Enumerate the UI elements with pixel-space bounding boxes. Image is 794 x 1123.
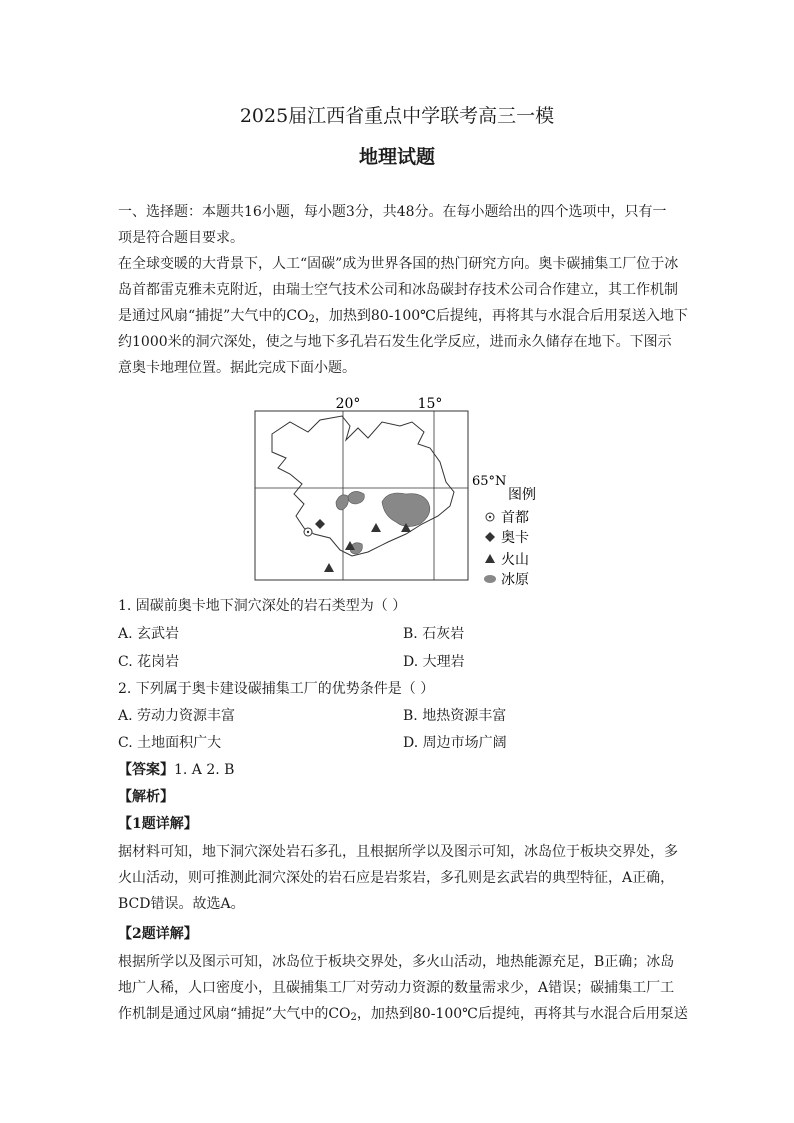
- material-line: 是通过风扇“捕捉”大气中的$CO_2$，加热到80-100℃后提纯，再将其与水混合后用泵送入地下: [118, 308, 688, 325]
- diamond-icon: [485, 532, 495, 542]
- material-line: 岛首都雷克雅未克附近，由瑞士空气技术公司和冰岛碳封存技术公司合作建立，其工作机制: [118, 282, 678, 298]
- question-stem: 1. 固碳前奥卡地下洞穴深处的岩石类型为（ ）: [118, 598, 407, 614]
- option-c: C. 花岗岩: [118, 654, 180, 670]
- lat-label: 65°N: [472, 474, 507, 489]
- legend-label: 首都: [501, 510, 529, 526]
- explanation-line: 据材料可知，地下洞穴深处岩石多孔，且根据所学以及图示可知，冰岛位于板块交界处，多: [118, 844, 678, 860]
- q1-detail-label: 【1题详解】: [118, 816, 198, 832]
- section-line: 一、选择题：本题共16小题，每小题3分，共48分。在每小题给出的四个选项中，只有一: [118, 204, 667, 220]
- iceland-map: [250, 392, 550, 587]
- explanation-line: 火山活动，则可推测此洞穴深处的岩石应是岩浆岩，多孔则是玄武岩的典型特征，A正确，: [118, 870, 675, 886]
- material-line: 意奥卡地理位置。据此完成下面小题。: [118, 360, 356, 376]
- lon-label-left: 20°: [335, 396, 361, 412]
- option-a: A. 玄武岩: [118, 626, 180, 642]
- section-line: 项是符合题目要求。: [118, 230, 244, 246]
- q2-explanation: [118, 949, 688, 1027]
- legend-label: 冰原: [501, 572, 529, 587]
- answer-line: 【答案】1. A 2. B: [118, 762, 235, 778]
- option-d: D. 大理岩: [403, 654, 465, 670]
- explanation-line: 作机制是通过风扇“捕捉”大气中的$CO_2$，加热到80-100℃后提纯，再将其与水混合后用泵送: [118, 1006, 688, 1023]
- legend-title: 图例: [508, 487, 536, 503]
- q1-explanation: [118, 839, 678, 917]
- section-instructions: [118, 199, 688, 381]
- analysis-label: 【解析】: [118, 789, 174, 805]
- capital-icon-dot: [489, 516, 491, 518]
- option-b: B. 地热资源丰富: [403, 708, 507, 724]
- legend-label: 奥卡: [501, 530, 529, 546]
- explanation-line: 根据所学以及图示可知，冰岛位于板块交界处，多火山活动，地热能源充足，B正确；冰岛: [118, 954, 675, 970]
- lon-label-right: 15°: [417, 396, 443, 412]
- option-d: D. 周边市场广阔: [403, 735, 507, 751]
- material-line: 在全球变暖的大背景下，人工“固碳”成为世界各国的热门研究方向。奥卡碳捕集工厂位于冰: [118, 256, 679, 272]
- legend-label: 火山: [501, 552, 529, 568]
- triangle-icon: [485, 554, 495, 563]
- explanation-line: 地广人稀，人口密度小，且碳捕集工厂对劳动力资源的数量需求少，A错误；碳捕集工厂工: [118, 980, 675, 996]
- exam-subtitle: 地理试题: [358, 146, 435, 168]
- option-c: C. 土地面积广大: [118, 735, 222, 751]
- option-a: A. 劳动力资源丰富: [118, 708, 236, 724]
- q2-detail-label: 【2题详解】: [118, 926, 198, 942]
- exam-title: 2025届江西省重点中学联考高三一模: [239, 105, 555, 127]
- ellipse-icon: [484, 575, 496, 583]
- capital-marker-dot: [307, 531, 309, 533]
- explanation-line: BCD错误。故选A。: [118, 896, 245, 912]
- question-stem: 2. 下列属于奥卡建设碳捕集工厂的优势条件是（ ）: [118, 681, 435, 697]
- material-line: 约1000米的洞穴深处，使之与地下多孔岩石发生化学反应，进而永久储存在地下。下图示: [118, 334, 672, 350]
- option-b: B. 石灰岩: [403, 626, 465, 642]
